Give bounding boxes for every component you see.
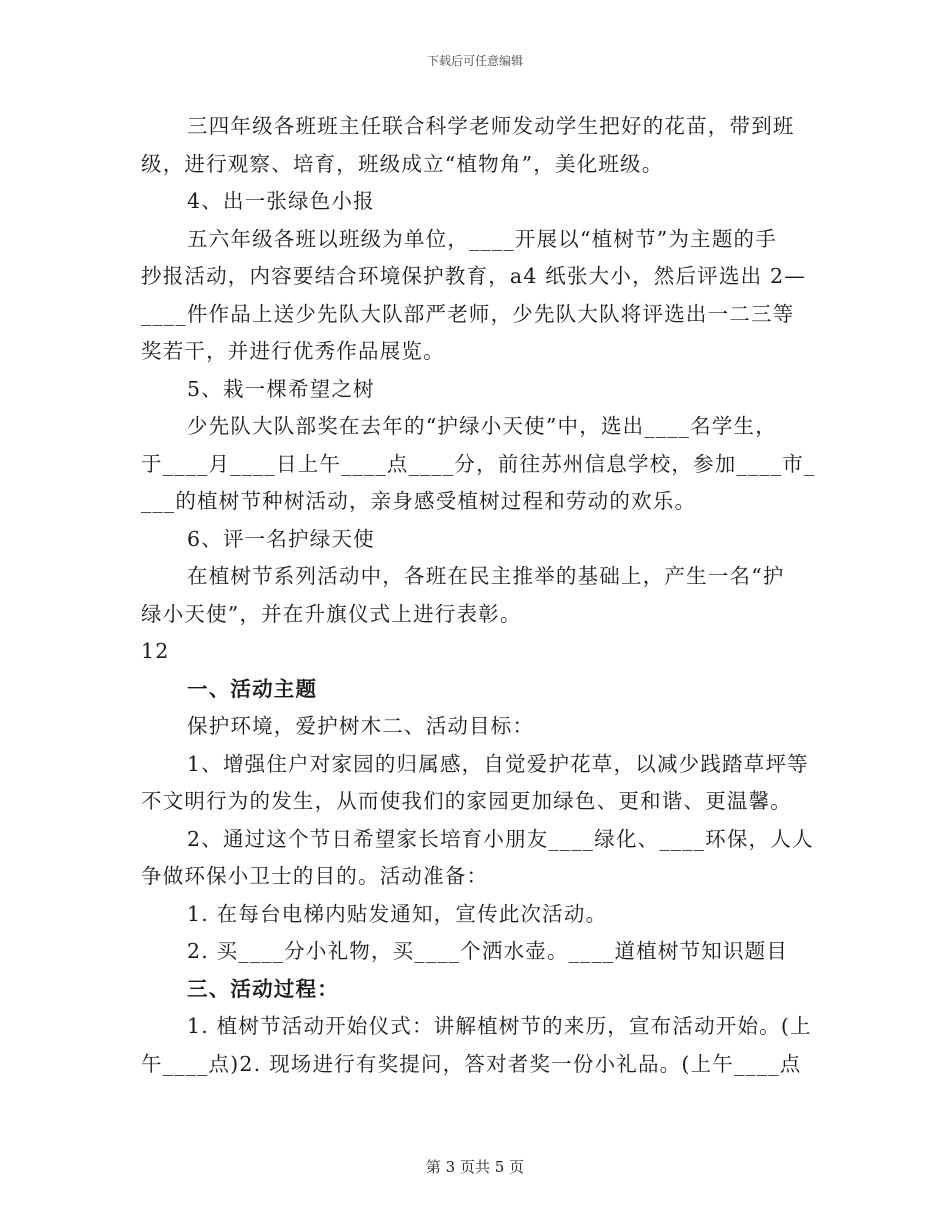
text-line: 12 [141, 639, 170, 663]
text-line: 午____点)2. 现场进行有奖提问，答对者奖一份小礼品。(上午____点 [141, 1051, 802, 1076]
text-line: 五六年级各班以班级为单位，____开展以“植树节”为主题的手 [187, 226, 777, 251]
text-line: 奖若干，并进行优秀作品展览。 [141, 339, 445, 363]
document-body [141, 108, 816, 1083]
text-line: 1. 植树节活动开始仪式：讲解植树节的来历，宣布活动开始。(上 [187, 1014, 812, 1038]
text-line: ____件作品上送少先队大队部严老师，少先队大队将评选出一二三等 [141, 301, 795, 326]
section-heading: 三、活动过程： [187, 976, 339, 1001]
text-line: 少先队大队部奖在去年的“护绿小天使”中，选出____名学生， [187, 414, 777, 438]
section-heading: 一、活动主题 [187, 676, 318, 701]
text-line: 三四年级各班班主任联合科学老师发动学生把好的花苗，带到班 [187, 114, 795, 138]
text-line: 级，进行观察、培育，班级成立“植物角”，美化班级。 [141, 151, 664, 176]
text-line: 2、通过这个节日希望家长培育小朋友____绿化、____环保，人人 [187, 826, 814, 851]
text-line: 4、出一张绿色小报 [187, 189, 375, 213]
text-line: 6、评一名护绿天使 [187, 526, 375, 551]
text-line: 争做环保小卫士的目的。活动准备： [141, 864, 489, 888]
page-header: 下载后可任意编辑 [426, 54, 523, 68]
text-line: 绿小天使”，并在升旗仪式上进行表彰。 [141, 601, 522, 626]
page-footer: 第 3 页共 5 页 [425, 1158, 525, 1176]
text-line: 抄报活动，内容要结合环境保护教育，a4 纸张大小，然后评选出 2— [141, 264, 806, 288]
text-line: 于____月____日上午____点____分，前往苏州信息学校，参加____市_ [141, 451, 816, 476]
text-line: 2. 买____分小礼物，买____个洒水壶。____道植树节知识题目 [187, 939, 789, 963]
text-line: ___的植树节种树活动，亲身感受植树过程和劳动的欢乐。 [141, 489, 697, 513]
text-line: 5、栽一棵希望之树 [187, 376, 375, 401]
text-line: 1、增强住户对家园的归属感，自觉爱护花草，以减少践踏草坪等 [187, 751, 809, 776]
text-line: 不文明行为的发生，从而使我们的家园更加绿色、更和谐、更温馨。 [141, 789, 792, 813]
text-line: 在植树节系列活动中，各班在民主推举的基础上，产生一名“护 [187, 564, 785, 588]
text-line: 1. 在每台电梯内贴发通知，宣传此次活动。 [187, 901, 608, 926]
text-line: 保护环境，爱护树木二、活动目标： [187, 714, 535, 738]
